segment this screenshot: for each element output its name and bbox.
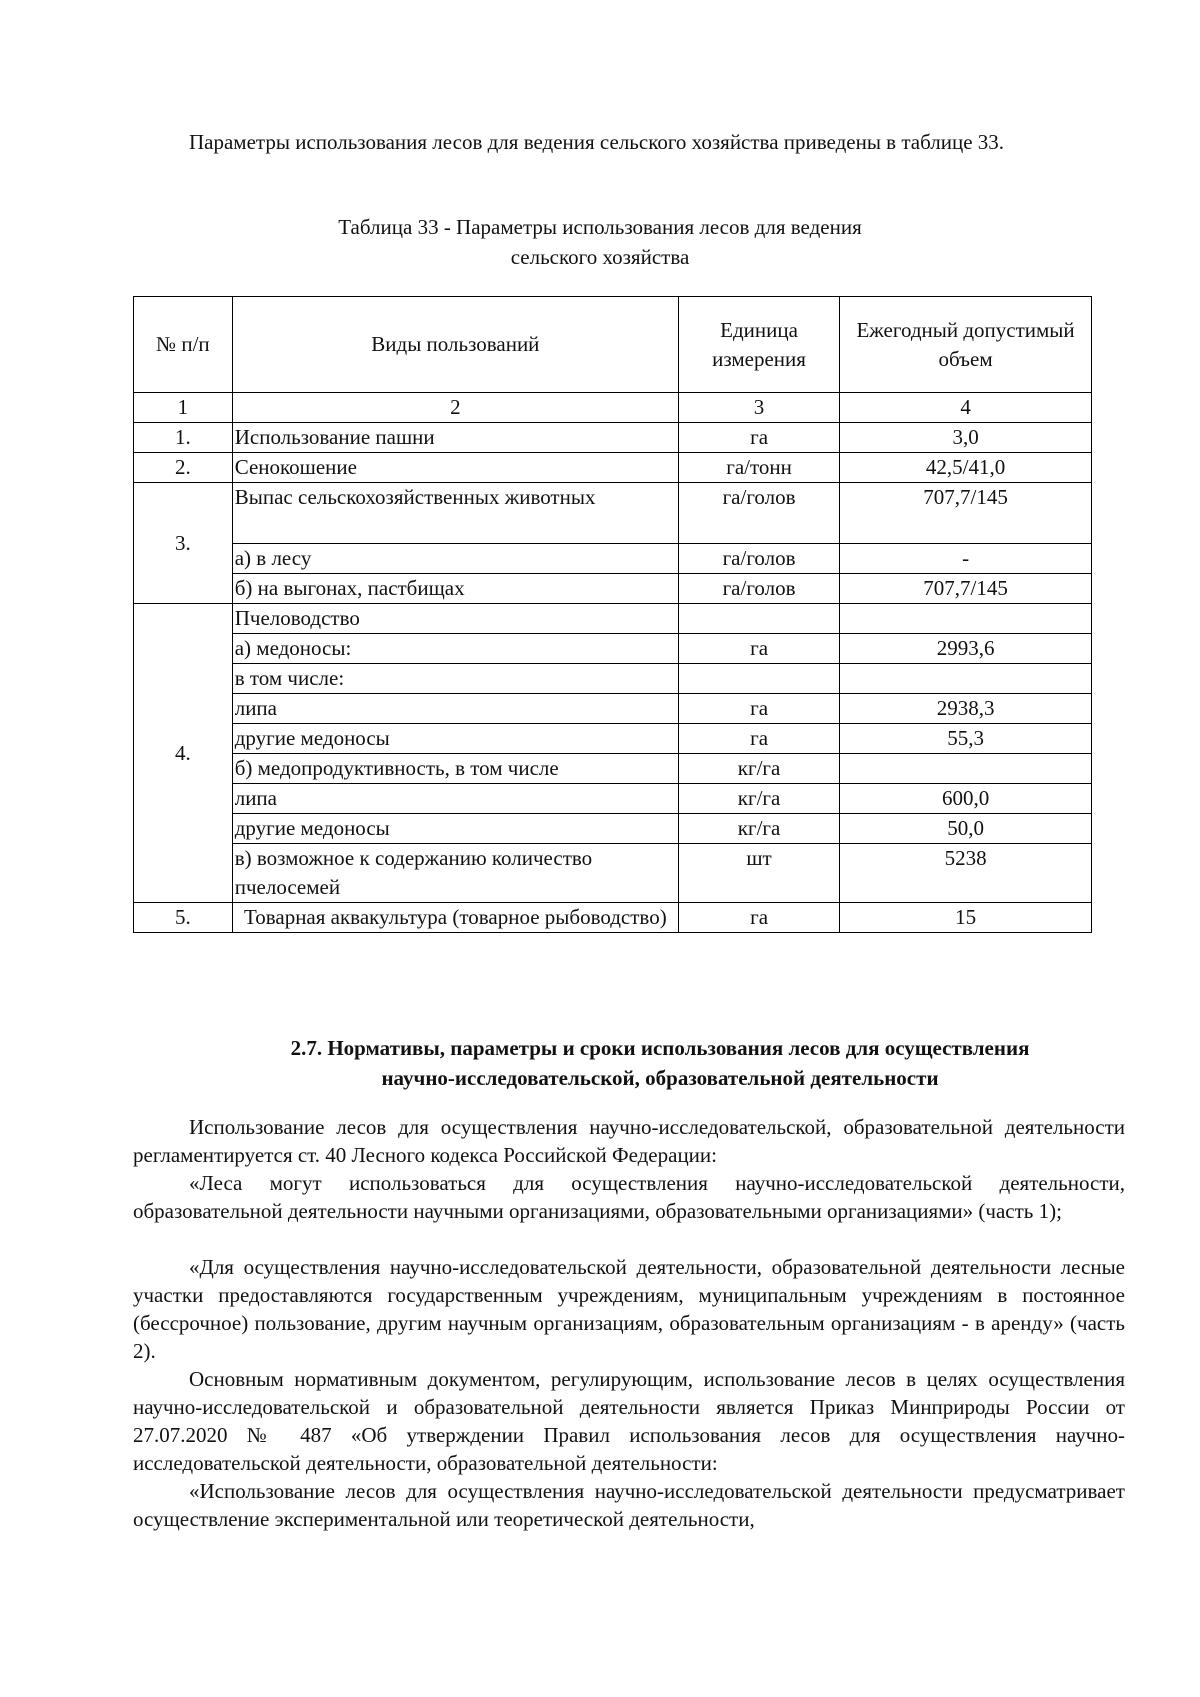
body-paragraph: Использование лесов для осуществления научно-исследовательской, образовательной деятельности регламентируется ст. 40 Лесного кодекса Российской Федерации: (133, 1115, 1125, 1167)
row-value: 5238 (840, 844, 1092, 903)
row-unit: кг/га (678, 784, 839, 814)
header-usage-type: Виды пользований (232, 297, 678, 393)
row-number: 1. (134, 423, 233, 453)
row-usage-type: в) возможное к содержанию количество пчелосемей (232, 844, 678, 903)
table-caption-line-2: сельского хозяйства (510, 245, 690, 269)
row-usage-type: липа (232, 694, 678, 724)
section-heading (200, 1033, 1120, 1093)
body-paragraph: «Для осуществления научно-исследовательской деятельности, образовательной деятельности лесные участки предоставляются государственным учреждениям, муниципальным учреждениям в постоянное (бессрочное) пользование, другим научным организациям, образовательным организациям - в аренду» (часть 2). (133, 1255, 1125, 1363)
table-row (134, 483, 1092, 544)
row-unit: га (678, 423, 839, 453)
column-number: 3 (678, 393, 839, 423)
row-unit: кг/га (678, 754, 839, 784)
row-usage-type: другие медоносы (232, 724, 678, 754)
row-usage-type: липа (232, 784, 678, 814)
row-number: 5. (134, 903, 233, 933)
row-unit (678, 604, 839, 634)
header-unit: Единица измерения (678, 297, 839, 393)
row-value: 600,0 (840, 784, 1092, 814)
row-value: 707,7/145 (840, 483, 1092, 544)
table-row (134, 574, 1092, 604)
table-column-numbers-row (134, 393, 1092, 423)
row-value: - (840, 544, 1092, 574)
body-paragraph: Основным нормативным документом, регулирующим, использование лесов в целях осуществления научно-исследовательской и образовательной деятельности является Приказ Минприроды России от 27.07.2020 № 487 «Об утверждении Правил использования лесов для осуществления научно-исследовательской деятельности, образовательной деятельности: (133, 1367, 1125, 1475)
intro-paragraph: Параметры использования лесов для ведения сельского хозяйства приведены в таблице 33. (189, 130, 1005, 154)
row-value: 707,7/145 (840, 574, 1092, 604)
row-usage-type: Пчеловодство (232, 604, 678, 634)
row-usage-type: б) на выгонах, пастбищах (232, 574, 678, 604)
row-value: 2938,3 (840, 694, 1092, 724)
table-caption-line-1: Таблица 33 - Параметры использования лесов для ведения (338, 215, 862, 239)
row-unit: га/голов (678, 483, 839, 544)
table-row (134, 784, 1092, 814)
usage-parameters-table (133, 296, 1092, 933)
table-row (134, 423, 1092, 453)
body-paragraph: «Использование лесов для осуществления научно-исследовательской деятельности предусматривает осуществление экспериментальной или теоретической деятельности, (133, 1479, 1125, 1531)
row-unit: га/голов (678, 574, 839, 604)
row-unit: га (678, 724, 839, 754)
table-row (134, 453, 1092, 483)
table-row (134, 544, 1092, 574)
row-usage-type: Использование пашни (232, 423, 678, 453)
column-number: 1 (134, 393, 233, 423)
table-row (134, 844, 1092, 903)
row-unit: га/тонн (678, 453, 839, 483)
table-header-row (134, 297, 1092, 393)
row-number: 3. (134, 483, 233, 604)
row-usage-type: в том числе: (232, 664, 678, 694)
row-unit: шт (678, 844, 839, 903)
row-number: 2. (134, 453, 233, 483)
table-caption (300, 212, 900, 272)
row-number: 4. (134, 604, 233, 903)
table-row (134, 604, 1092, 634)
table-row (134, 664, 1092, 694)
row-value (840, 754, 1092, 784)
table-row (134, 634, 1092, 664)
section-heading-line-1: 2.7. Нормативы, параметры и сроки использования лесов для осуществления (290, 1036, 1030, 1060)
row-usage-type: Сенокошение (232, 453, 678, 483)
row-value: 50,0 (840, 814, 1092, 844)
header-number: № п/п (134, 297, 233, 393)
table-row (134, 903, 1092, 933)
table-row (134, 814, 1092, 844)
row-value (840, 664, 1092, 694)
body-paragraph: «Леса могут использоваться для осуществления научно-исследовательской деятельности, образовательной деятельности научными организациями, образовательными организациями» (часть 1); (133, 1171, 1125, 1223)
section-heading-line-2: научно-исследовательской, образовательной деятельности (381, 1066, 939, 1090)
table-row (134, 694, 1092, 724)
row-unit (678, 664, 839, 694)
table-row (134, 724, 1092, 754)
row-value (840, 604, 1092, 634)
row-usage-type: Товарная аквакультура (товарное рыбоводство) (232, 903, 678, 933)
row-unit: га (678, 634, 839, 664)
row-value: 3,0 (840, 423, 1092, 453)
row-usage-type: а) медоносы: (232, 634, 678, 664)
row-usage-type: б) медопродуктивность, в том числе (232, 754, 678, 784)
row-usage-type: а) в лесу (232, 544, 678, 574)
table-row (134, 754, 1092, 784)
column-number: 4 (840, 393, 1092, 423)
row-value: 42,5/41,0 (840, 453, 1092, 483)
row-unit: кг/га (678, 814, 839, 844)
column-number: 2 (232, 393, 678, 423)
row-unit: га (678, 903, 839, 933)
row-value: 15 (840, 903, 1092, 933)
row-usage-type: Выпас сельскохозяйственных животных (232, 483, 678, 544)
row-unit: га/голов (678, 544, 839, 574)
row-value: 55,3 (840, 724, 1092, 754)
header-annual-volume: Ежегодный допустимый объем (840, 297, 1092, 393)
row-usage-type: другие медоносы (232, 814, 678, 844)
row-unit: га (678, 694, 839, 724)
row-value: 2993,6 (840, 634, 1092, 664)
